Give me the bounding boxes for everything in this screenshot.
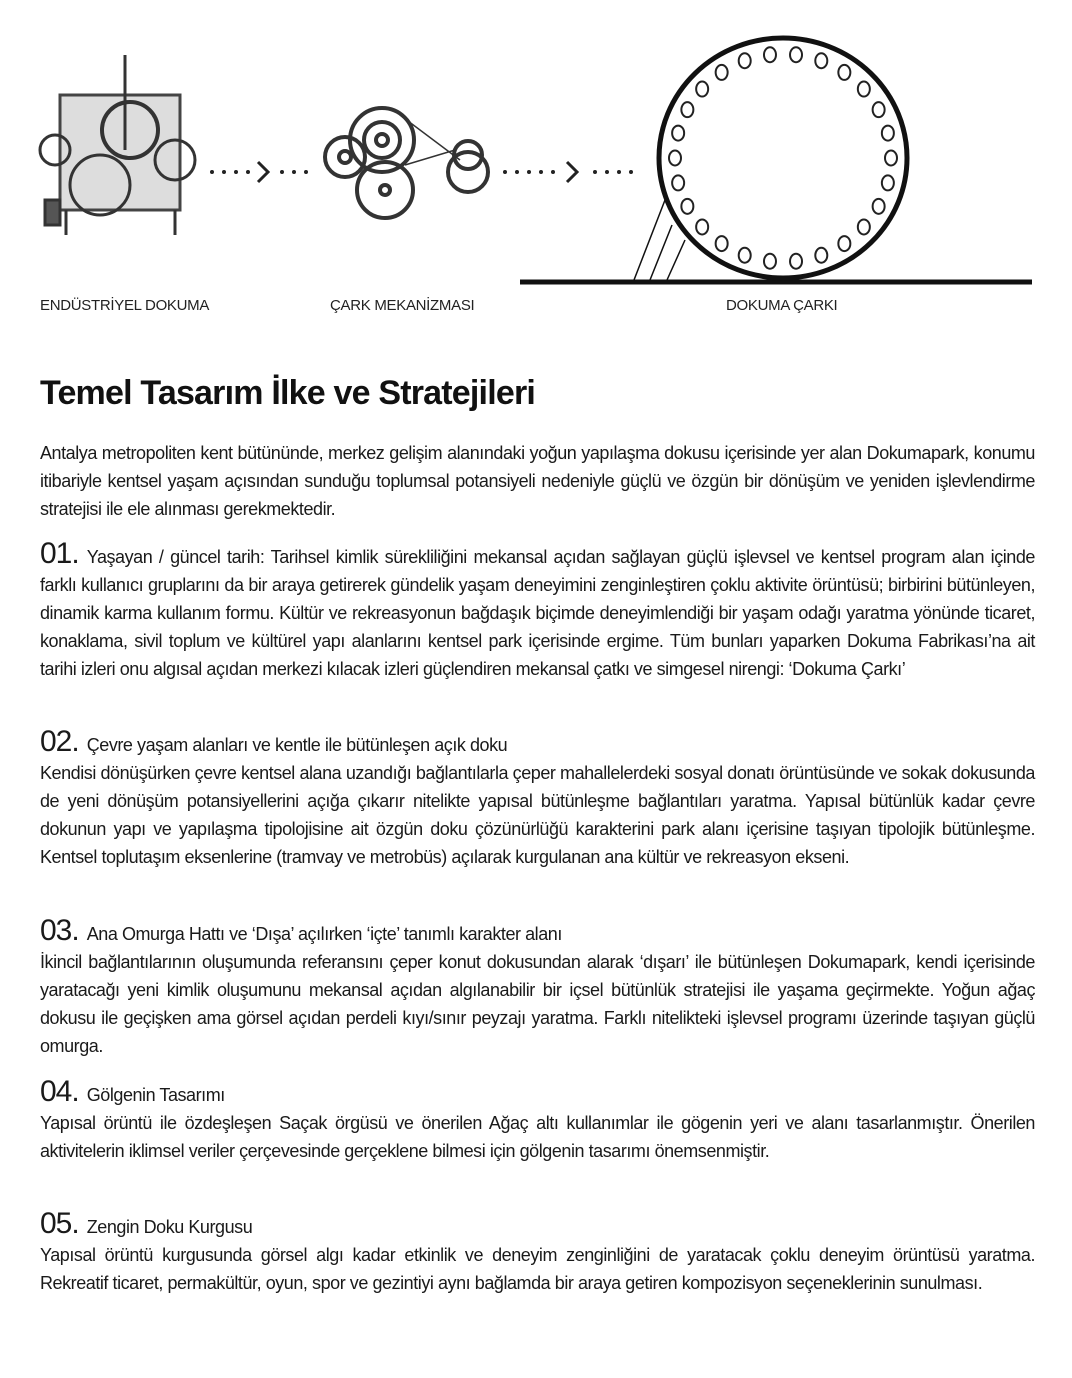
caption-gear-mechanism: ÇARK MEKANİZMASI <box>330 297 475 314</box>
weaving-diagram <box>0 0 1072 300</box>
section-body: Yapısal örüntü ile özdeşleşen Saçak örgüsü ve önerilen Ağaç altı kullanımlar ile gögenin yeri ve alanı tasarlanmıştır. Önerilen aktivitelerin iklimsel veriler çerçevesinde gerçeklene bilmesi için gölgenin tasarımı önemsenmiştir. <box>40 1113 1035 1161</box>
wheel-cabin <box>672 175 684 190</box>
section-number: 01. <box>40 537 79 570</box>
wheel-cabin <box>681 102 693 117</box>
wheel-cabin <box>838 236 850 251</box>
section-title: Çevre yaşam alanları ve kentle ile bütünleşen açık doku <box>86 735 508 755</box>
section-title: Zengin Doku Kurgusu <box>86 1217 253 1237</box>
wheel-cabin <box>885 151 897 166</box>
wheel-cabin <box>790 47 802 62</box>
section-title: Ana Omurga Hattı ve ‘Dışa’ açılırken ‘içte’ tanımlı karakter alanı <box>86 924 562 944</box>
wheel-cabin <box>672 126 684 141</box>
wheel-cabin <box>873 199 885 214</box>
section-number: 05. <box>40 1207 79 1240</box>
section-number: 04. <box>40 1075 79 1108</box>
wheel-cabin <box>790 254 802 269</box>
caption-weaving-wheel: DOKUMA ÇARKI <box>726 297 838 314</box>
industrial-loom-illustration <box>40 55 195 235</box>
section-03 <box>40 914 1035 1060</box>
caption-industrial-weaving: ENDÜSTRİYEL DOKUMA <box>40 297 210 314</box>
section-05 <box>40 1207 1035 1297</box>
wheel-cabin <box>716 236 728 251</box>
wheel-cabin <box>739 248 751 263</box>
wheel-cabin <box>858 82 870 97</box>
wheel-cabin <box>838 65 850 80</box>
wheel-cabin <box>882 175 894 190</box>
arrow-1 <box>210 162 308 182</box>
wheel-cabin <box>858 219 870 234</box>
wheel-cabin <box>716 65 728 80</box>
section-title: Gölgenin Tasarımı <box>86 1085 225 1105</box>
page-title: Temel Tasarım İlke ve Stratejileri <box>40 374 536 412</box>
wheel-cabin <box>696 82 708 97</box>
section-body: İkincil bağlantılarının oluşumunda referansını çeper konut dokusundan alarak ‘dışarı’ ile bütünleşen Dokumapark, kendi içerisinde yaratacağı yeni kimlik oluşumunu mekansal açıdan algılanabilir bir içsel bütünlük stratejisi ile yaşama geçirmekte. Yoğun ağaç dokusu ile geçişken ama görsel açıdan perdeli kıyı/sınır peyzajı yaratma. Farklı nitelikteki işlevsel programı üzerinde taşıyan güçlü omurga. <box>40 952 1035 1056</box>
wheel-cabin <box>882 126 894 141</box>
gear-mechanism-illustration <box>325 108 488 218</box>
wheel-cabin <box>764 47 776 62</box>
section-body: Kendisi dönüşürken çevre kentsel alana uzandığı bağlantılarla çeper mahallelerdeki sosyal donatı örüntüsünde ve sokak dokusunda de yeni dönüşüm potansiyellerini açığa çıkarır nitelikte yapısal bütünleşme bağlantıları yaratma. Yapısal bütünlük kadar çevre dokunun yapı ve yapılaşma tipolojisine ait özgün doku çözünürlüğü karakterini park alanı içerisine taşıyan tipolojik bütünleşme. Kentsel toplutaşım eksenlerine (tramvay ve metrobüs) açılarak kurgulanan ana kültür ve rekreasyon ekseni. <box>40 763 1035 867</box>
wheel-cabin <box>696 219 708 234</box>
arrow-2 <box>503 162 633 182</box>
wheel-cabin <box>739 53 751 68</box>
wheel-cabin <box>669 151 681 166</box>
wheel-cabin <box>681 199 693 214</box>
wheel-cabin <box>764 254 776 269</box>
section-number: 03. <box>40 914 79 947</box>
wheel-cabin <box>815 53 827 68</box>
section-body: Yapısal örüntü kurgusunda görsel algı kadar etkinlik ve deneyim zenginliğini de yaratacak çoklu deneyim örüntüsü yaratma. Rekreatif ticaret, permakültür, oyun, spor ve gezintiyi aynı bağlamda bir araya getiren kompozisyon seçeneklerinin sunulması. <box>40 1245 1035 1293</box>
wheel-cabin <box>815 248 827 263</box>
weaving-wheel-illustration <box>520 38 1032 282</box>
wheel-cabin <box>873 102 885 117</box>
section-text: Yaşayan / güncel tarih: Tarihsel kimlik sürekliliğini mekansal açıdan sağlayan güçlü işlevsel ve kentsel program alan içinde farklı kullanıcı gruplarını da bir araya getirerek gündelik yaşam deneyimini zenginleştiren çoklu aktivite örüntüsü; birbirini bütünleyen, dinamik karma kullanım formu. Kültür ve rekreasyonun bağdaşık biçimde deneyimlendiği bir yaşam odağı yaratma yönünde ticaret, konaklama, sivil toplum ve kültürel yapı alanlarını kentsel park içerisinde ergime. Tüm bunları yaparken Dokuma Fabrikası’na ait tarihi izleri onu algısal açıdan merkezi kılacak izleri güçlendiren mekansal çatkı ve simgesel nirengi: ‘Dokuma Çarkı’ <box>40 547 1035 679</box>
section-number: 02. <box>40 725 79 758</box>
section-02 <box>40 725 1035 871</box>
section-04 <box>40 1075 1035 1165</box>
section-01 <box>40 537 1035 683</box>
intro-paragraph: Antalya metropoliten kent bütününde, merkez gelişim alanındaki yoğun yapılaşma dokusu içerisinde yer alan Dokumapark, konumu itibariyle kentsel yaşam açısından sunduğu toplumsal potansiyeli nedeniyle güçlü ve özgün bir dönüşüm ve yeniden işlevlendirme stratejisi ile ele alınması gerekmektedir. <box>40 443 1035 519</box>
